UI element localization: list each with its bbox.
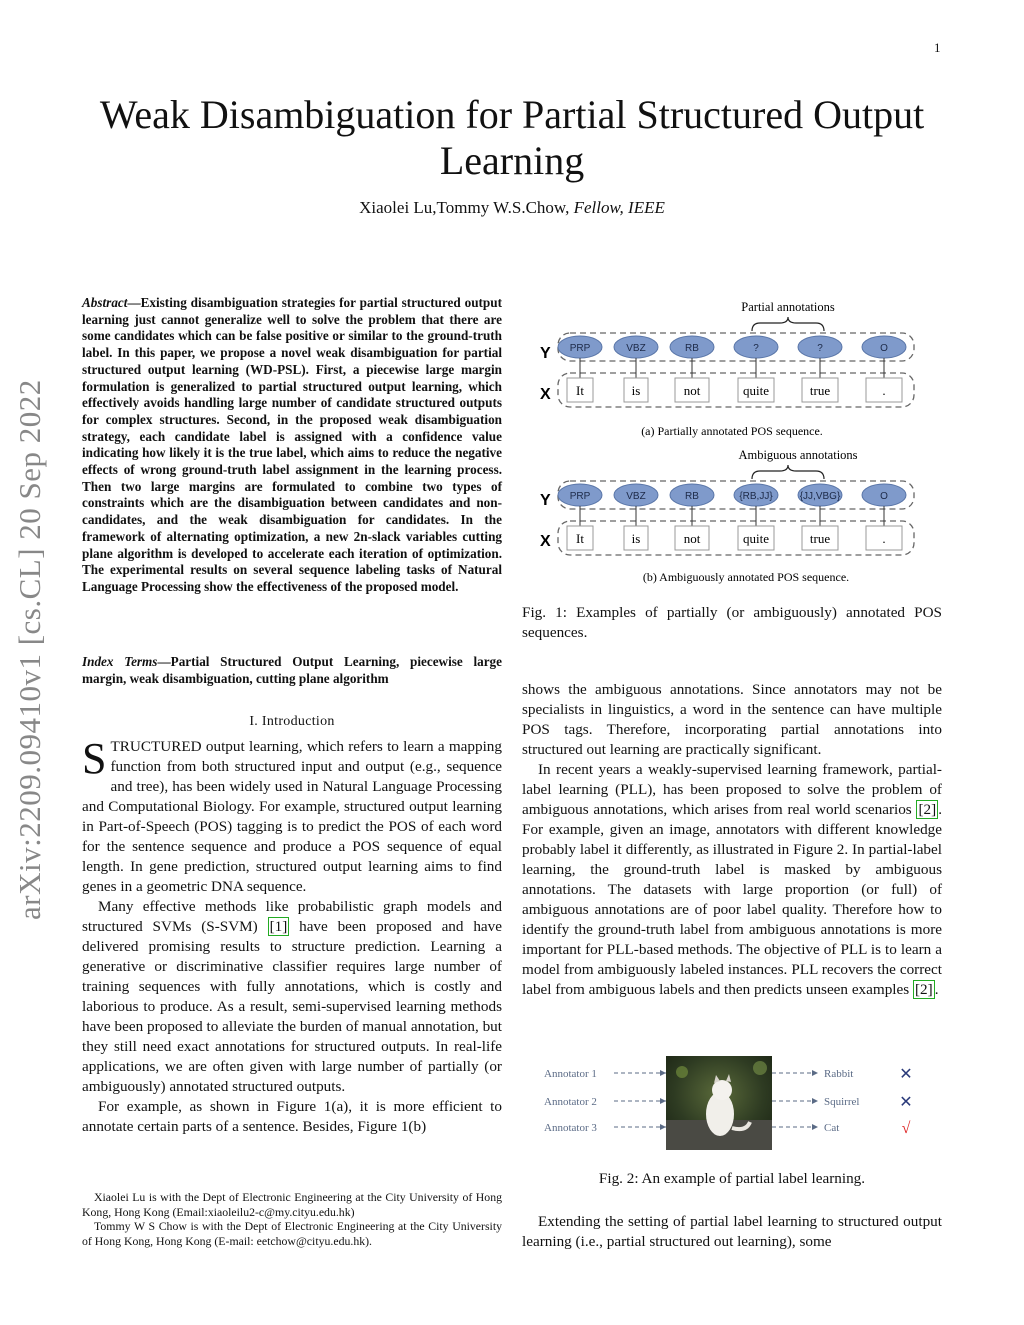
pos-tag-label: {RB,JJ} bbox=[739, 491, 773, 502]
fig1-x-row-a bbox=[558, 373, 914, 407]
word-label: is bbox=[631, 383, 641, 398]
arrow-head bbox=[660, 1070, 666, 1076]
pos-tag-label: O bbox=[880, 343, 888, 354]
pos-tag-label: VBZ bbox=[626, 491, 646, 502]
title-line-2: Learning bbox=[439, 138, 585, 183]
pos-tag-label: RB bbox=[685, 343, 699, 354]
fig1-y-label-a: Y bbox=[540, 345, 551, 362]
fig1-brace-a bbox=[752, 317, 824, 331]
word-label: true bbox=[809, 383, 831, 398]
section-heading: I. Introduction bbox=[249, 714, 335, 729]
arrow-head bbox=[812, 1098, 818, 1104]
word-label: quite bbox=[743, 383, 769, 398]
intro-paragraph-1 bbox=[82, 734, 502, 897]
citation-link[interactable]: [2] bbox=[914, 981, 933, 998]
index-terms-label: Index Terms bbox=[82, 654, 158, 669]
pos-tag-label: O bbox=[880, 491, 888, 502]
figure-2 bbox=[522, 1050, 942, 1160]
cross-icon: ✕ bbox=[899, 1066, 913, 1083]
pos-tag-label: VBZ bbox=[626, 343, 646, 354]
pos-tag-label: ? bbox=[753, 343, 759, 354]
word-label: not bbox=[683, 531, 701, 546]
word-label: . bbox=[882, 383, 886, 398]
intro-right-column bbox=[522, 680, 942, 1000]
fig1-x-row-b bbox=[558, 521, 914, 555]
pos-tag-label: RB bbox=[685, 491, 699, 502]
cat-head bbox=[712, 1080, 732, 1100]
footnotes bbox=[82, 1190, 502, 1248]
right-p2a-text: In recent years a weakly-supervised learning framework, partial-label learning (PLL), has been proposed to solve the problem of ambiguous annotations, which arises from real world scenarios bbox=[522, 761, 942, 818]
abstract bbox=[82, 295, 502, 596]
word-label: It bbox=[576, 383, 584, 398]
word-label: not bbox=[683, 383, 701, 398]
fig1-brace-b bbox=[752, 465, 824, 479]
arrow-head bbox=[660, 1098, 666, 1104]
right-column-end bbox=[522, 1212, 942, 1252]
annotator-label: Annotator 2 bbox=[544, 1096, 597, 1108]
intro-paragraph-2 bbox=[82, 897, 502, 1097]
fig1-x-label-b: X bbox=[540, 533, 551, 550]
leaf-bokeh bbox=[676, 1066, 688, 1078]
pos-tag-label: PRP bbox=[569, 491, 591, 502]
figure-1-caption: Fig. 1: Examples of partially (or ambiguously) annotated POS sequences. bbox=[522, 604, 942, 641]
intro-p1-text: TRUCTURED output learning, which refers to learn a mapping function from both structured input and output (e.g., sequence and tree), has been widely used in Natural Language Processing and Computational Biology. For example, structured output learning in Part-of-Speech (POS) tagging is to predict the POS of each word for the sentence sequence and produce a POS sequence of equal length. In gene prediction, structured output learning aims to find genes in a geometric DNA sequence. bbox=[82, 738, 502, 895]
paper-title bbox=[60, 92, 964, 184]
pos-tag-label: ? bbox=[817, 343, 823, 354]
figure-1 bbox=[522, 295, 942, 595]
author-fellow: Fellow, IEEE bbox=[573, 198, 665, 217]
fig1-header-b: Ambiguous annotations bbox=[738, 448, 858, 462]
word-label: true bbox=[809, 531, 831, 546]
arxiv-stamp: arXiv:2209.09410v1 [cs.CL] 20 Sep 2022 bbox=[12, 379, 47, 920]
arrow-head bbox=[812, 1124, 818, 1130]
intro-paragraph-3: For example, as shown in Figure 1(a), it is more efficient to annotate certain parts of a sentence. Besides, Figure 1(b) bbox=[82, 1098, 502, 1135]
authors bbox=[60, 198, 964, 218]
check-icon: √ bbox=[901, 1120, 911, 1137]
pos-tag-label: PRP bbox=[569, 343, 591, 354]
page-number: 1 bbox=[934, 40, 941, 55]
author-names: Xiaolei Lu,Tommy W.S.Chow, bbox=[359, 198, 570, 217]
fig1-subcaption-a: (a) Partially annotated POS sequence. bbox=[641, 424, 823, 438]
fig1-y-label-b: Y bbox=[540, 492, 551, 509]
citation-link[interactable]: [2] bbox=[918, 801, 937, 818]
intro-left-column bbox=[82, 734, 502, 1137]
label-name: Squirrel bbox=[824, 1096, 860, 1108]
right-p2b-text: . For example, given an image, annotators with different knowledge probably label it differently, as illustrated in Figure 2. In partial-label learning, the ground-truth label is masked by ambiguous annotations. The datasets with large proportion (or full) of ambiguous annotations are of poor label quality. Therefore how to identify the ground-truth label from ambiguous annotations is more important for PLL-based methods. The objective of PLL is to learn a model from ambiguously labeled instances. PLL recovers the correct label from ambiguous labels and then predicts unseen examples bbox=[522, 801, 942, 998]
word-label: It bbox=[576, 531, 584, 546]
fig1-x-label-a: X bbox=[540, 386, 551, 403]
abstract-label: Abstract bbox=[82, 295, 128, 310]
fig1-tags-b bbox=[558, 484, 906, 550]
right-paragraph-1: shows the ambiguous annotations. Since annotators may not be specialists in linguistics, a word in the sentence can have multiple POS tags. Therefore, incorporating partial annotations into structured out learning are practically significant. bbox=[522, 681, 942, 758]
arrow-head bbox=[812, 1070, 818, 1076]
cross-icon: ✕ bbox=[899, 1094, 913, 1111]
right-paragraph-3: Extending the setting of partial label learning to structured output learning (i.e., partial structured out learning), some bbox=[522, 1213, 942, 1250]
label-name: Rabbit bbox=[824, 1068, 854, 1080]
arrow-head bbox=[660, 1124, 666, 1130]
fig1-subcaption-b: (b) Ambiguously annotated POS sequence. bbox=[642, 570, 850, 584]
right-paragraph-2 bbox=[522, 760, 942, 1000]
index-terms-text: —Partial Structured Output Learning, piecewise large margin, weak disambiguation, cutting plane algorithm bbox=[82, 654, 502, 686]
intro-p2b-text: have been proposed and have delivered promising results to structure prediction. Learning a generative or discriminative classifier requires large number of training sequences with fully annotations, which is costly and laborious to produce. As a result, semi-supervised learning methods have been proposed to alleviate the burden of manual annotation, but they still need exact annotations for structured outputs. In real-life applications, we are often given with large number of partially (or ambiguously) annotated structured outputs. bbox=[82, 918, 502, 1095]
word-label: is bbox=[631, 531, 641, 546]
pos-tag-label: {JJ,VBG} bbox=[799, 491, 841, 502]
drop-cap: S bbox=[82, 734, 107, 783]
word-label: . bbox=[882, 531, 886, 546]
word-label: quite bbox=[743, 531, 769, 546]
label-name: Cat bbox=[824, 1122, 840, 1134]
right-p2c-text: . bbox=[934, 981, 939, 998]
fig1-header-a: Partial annotations bbox=[741, 300, 835, 314]
title-line-1: Weak Disambiguation for Partial Structured Output bbox=[99, 92, 925, 137]
figure-2-caption: Fig. 2: An example of partial label learning. bbox=[598, 1170, 866, 1187]
footnote-2: Tommy W S Chow is with the Dept of Electronic Engineering at the City University of Hong Kong, Hong Kong (E-mail: eetchow@cityu.edu.hk). bbox=[82, 1219, 502, 1248]
leaf-bokeh bbox=[753, 1061, 767, 1075]
citation-link[interactable]: [1] bbox=[269, 918, 288, 935]
annotator-label: Annotator 3 bbox=[544, 1122, 597, 1134]
index-terms bbox=[82, 654, 502, 687]
abstract-text: —Existing disambiguation strategies for partial structured output learning just cannot generalize well to solve the problem that there are some candidates which can be false positive or similar to the ground-truth label. In this paper, we propose a novel weak disambiguation for partial structured output learning (WD-PSL). First, a piecewise large margin formulation is generalized to partial structured output learning, which effectively avoids handling large number of candidate structured outputs for complex structures. Second, in the proposed weak disambiguation strategy, each candidate label is assigned with a confidence value indicating how likely it is the true label, which aims to reduce the negative effects of wrong ground-truth label assignment in the learning process. Then two large margins are formulated to combine two types of constraints which are the disambiguation between candidates and non-candidates, and the weak disambiguation for candidates. In the framework of alternating optimization, a new 2n-slack variables cutting plane algorithm is developed to accelerate each iteration of optimization. The experimental results on several sequence labeling tasks of Natural Language Processing show the effectiveness of the proposed model. bbox=[82, 295, 502, 594]
intro-p2a-text: Many effective methods like probabilistic graph models and structured SVMs (S-SVM) bbox=[82, 898, 502, 935]
annotator-label: Annotator 1 bbox=[544, 1068, 597, 1080]
fig1-tags-a bbox=[558, 336, 906, 402]
footnote-1: Xiaolei Lu is with the Dept of Electronic Engineering at the City University of Hong Kong, Hong Kong (Email:xiaoleilu2-c@my.cityu.edu.hk) bbox=[82, 1190, 502, 1219]
